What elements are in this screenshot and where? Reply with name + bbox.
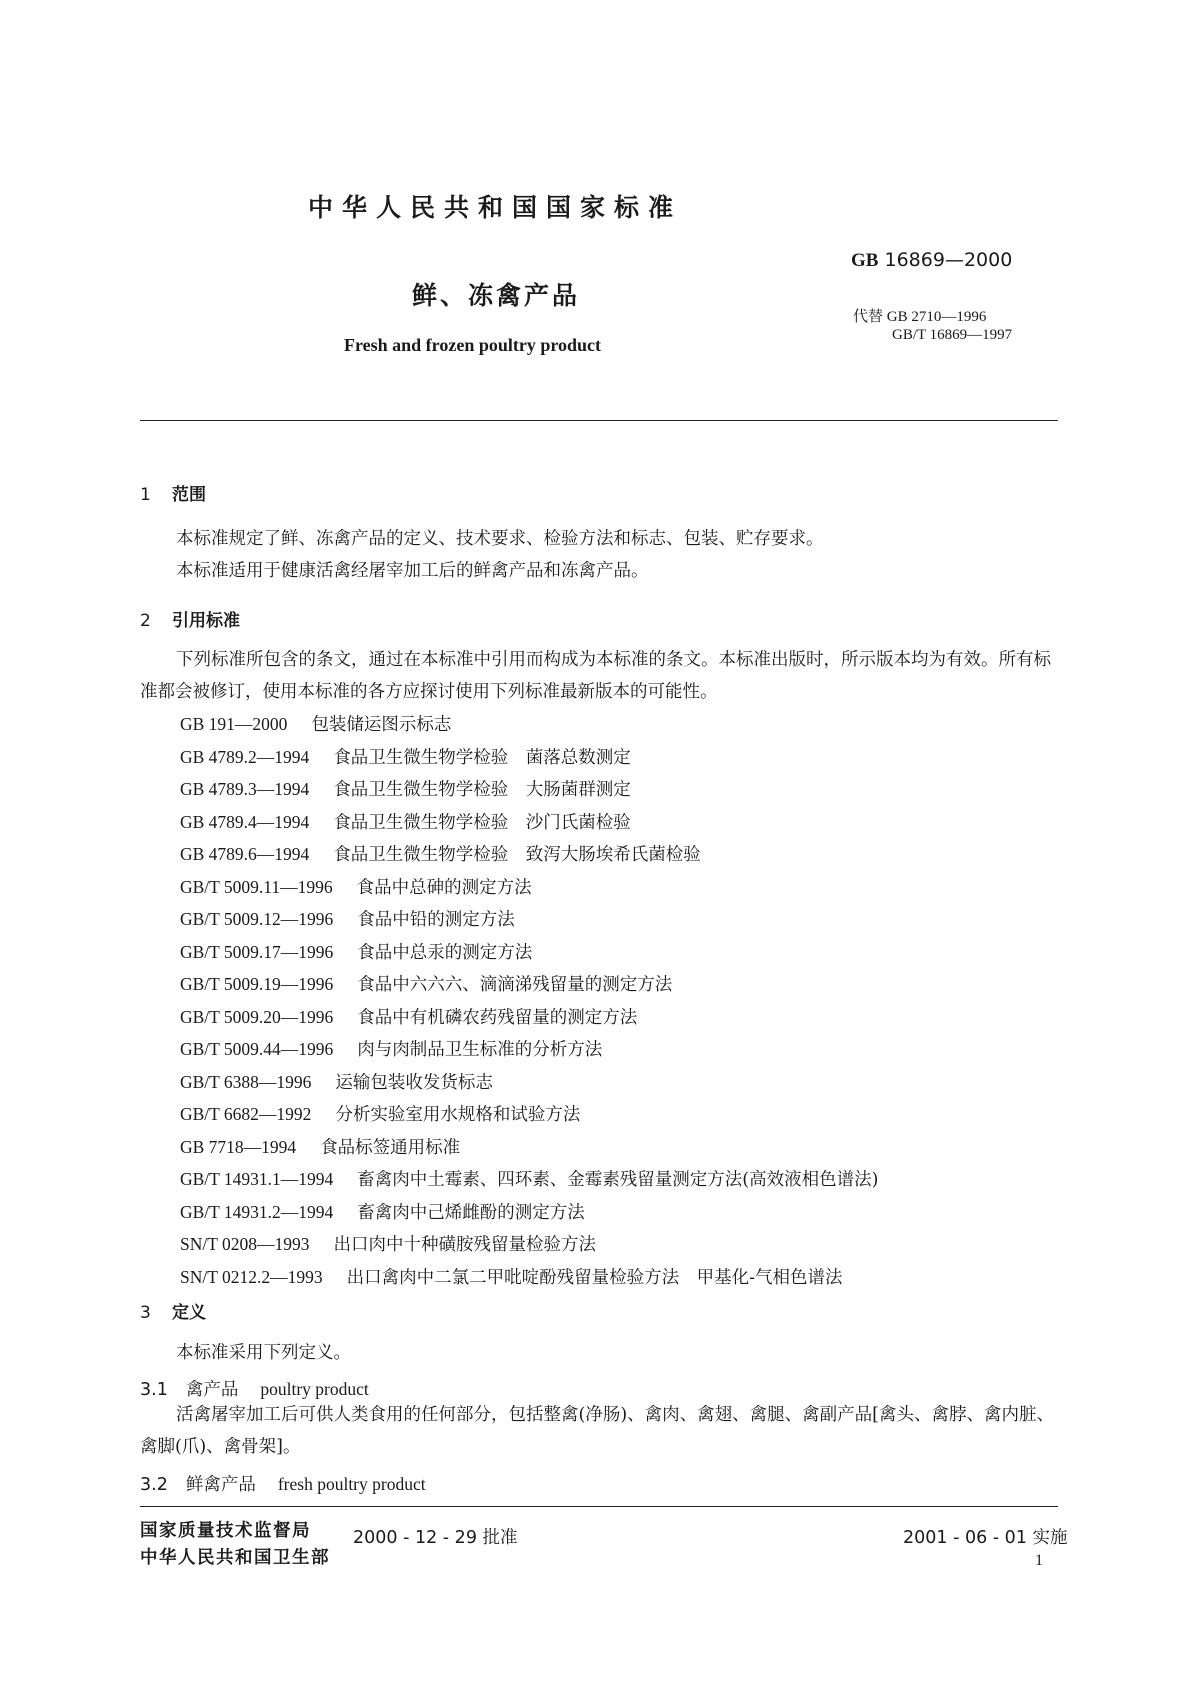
definition-3-2: [140, 1471, 426, 1496]
ref-code: GB 4789.4—1994: [180, 811, 310, 832]
list-item: [180, 1099, 878, 1132]
ref-title: 食品中有机磷农药残留量的测定方法: [357, 1007, 638, 1028]
ref-code: GB/T 5009.20—1996: [180, 1006, 334, 1027]
list-item: [180, 1164, 878, 1197]
section-2-intro: [140, 645, 1058, 708]
list-item: [180, 969, 878, 1002]
section-1-body: [140, 524, 1058, 587]
list-item: [180, 1132, 878, 1165]
definition-number: 3.1: [140, 1380, 168, 1400]
section-2-heading: [140, 606, 240, 631]
definition-3-1: [140, 1376, 369, 1401]
section-3-intro: [140, 1338, 1058, 1370]
list-item: [180, 1229, 878, 1262]
list-item: [180, 1197, 878, 1230]
ref-code: GB/T 14931.2—1994: [180, 1201, 334, 1222]
definition-term: 禽产品: [185, 1380, 239, 1400]
ref-code: SN/T 0212.2—1993: [180, 1266, 323, 1287]
ref-title: 畜禽肉中己烯雌酚的测定方法: [357, 1202, 585, 1223]
footer-divider: [140, 1506, 1058, 1507]
ref-title: 食品中铅的测定方法: [357, 910, 515, 930]
ref-title: 食品中总汞的测定方法: [357, 942, 533, 963]
replaces-block: [853, 308, 1012, 344]
ref-title: 分析实验室用水规格和试验方法: [335, 1105, 581, 1125]
ref-code: GB/T 5009.17—1996: [180, 941, 334, 962]
list-item: [180, 774, 878, 807]
section-title: 引用标准: [172, 611, 240, 631]
ref-title: 出口肉中十种磺胺残留量检验方法: [333, 1235, 596, 1255]
ref-code: GB 4789.6—1994: [180, 844, 310, 864]
document-title: 鲜、冻禽产品: [412, 281, 581, 310]
section-number: 3: [140, 1303, 151, 1323]
issuer-line-2: 中华人民共和国卫生部: [140, 1548, 330, 1568]
section-number: 1: [140, 485, 151, 505]
ref-title: 食品卫生微生物学检验 菌落总数测定: [333, 747, 631, 768]
ref-title: 肉与肉制品卫生标准的分析方法: [357, 1040, 603, 1060]
definition-3-1-text: [140, 1400, 1058, 1463]
page-number: 1: [1035, 1552, 1043, 1569]
paragraph: 本标准适用于健康活禽经屠宰加工后的鲜禽产品和冻禽产品。: [176, 560, 649, 581]
ref-title: 食品卫生微生物学检验 大肠菌群测定: [333, 780, 631, 800]
ref-code: SN/T 0208—1993: [180, 1234, 310, 1254]
national-standard-heading: 中华人民共和国国家标准: [308, 193, 683, 222]
standard-number-value: 16869—2000: [884, 249, 1013, 271]
replaces-line-2: GB/T 16869—1997: [892, 327, 1013, 343]
ref-code: GB 4789.2—1994: [180, 746, 310, 767]
list-item: [180, 1067, 878, 1100]
ref-code: GB/T 14931.1—1994: [180, 1169, 334, 1189]
list-item: [180, 872, 878, 905]
section-title: 定义: [172, 1303, 206, 1323]
ref-code: GB 4789.3—1994: [180, 779, 310, 799]
replaces-line-1: 代替 GB 2710—1996: [853, 309, 987, 325]
definition-number: 3.2: [140, 1475, 168, 1495]
list-item: [180, 709, 878, 742]
document-title-english: Fresh and frozen poultry product: [344, 335, 602, 355]
header-divider: [140, 420, 1058, 421]
implementation-date: 2001 - 06 - 01 实施: [903, 1528, 1068, 1548]
ref-title: 畜禽肉中土霉素、四环素、金霉素残留量测定方法(高效液相色谱法): [357, 1170, 879, 1190]
ref-title: 食品卫生微生物学检验 致泻大肠埃希氏菌检验: [333, 845, 701, 865]
list-item: [180, 1002, 878, 1035]
standard-prefix: GB: [851, 250, 879, 271]
list-item: [180, 1034, 878, 1067]
ref-title: 食品卫生微生物学检验 沙门氏菌检验: [333, 812, 631, 833]
section-1-heading: [140, 480, 206, 505]
paragraph: 本标准采用下列定义。: [176, 1343, 351, 1363]
ref-code: GB/T 5009.19—1996: [180, 974, 334, 994]
list-item: [180, 1262, 878, 1295]
ref-title: 食品标签通用标准: [320, 1137, 461, 1158]
ref-title: 食品中总砷的测定方法: [356, 877, 532, 898]
paragraph: 本标准规定了鲜、冻禽产品的定义、技术要求、检验方法和标志、包装、贮存要求。: [176, 529, 824, 549]
section-title: 范围: [172, 485, 206, 505]
ref-code: GB/T 5009.12—1996: [180, 909, 334, 929]
section-number: 2: [140, 611, 151, 631]
ref-code: GB 7718—1994: [180, 1136, 297, 1157]
definition-term: 鲜禽产品: [185, 1475, 256, 1495]
list-item: [180, 839, 878, 872]
ref-code: GB/T 5009.44—1996: [180, 1039, 334, 1059]
definition-term-english: poultry product: [260, 1379, 369, 1399]
paragraph: 下列标准所包含的条文，通过在本标准中引用而构成为本标准的条文。本标准出版时，所示版本均为有效。所有标准都会被修订，使用本标准的各方应探讨使用下列标准最新版本的可能性。: [140, 650, 1051, 702]
paragraph: 活禽屠宰加工后可供人类食用的任何部分，包括整禽(净肠)、禽肉、禽翅、禽腿、禽副产品[禽头、禽脖、禽内脏、禽脚(爪)、禽骨架]。: [140, 1405, 1054, 1457]
standard-number: [851, 249, 1012, 272]
list-item: [180, 807, 878, 840]
ref-code: GB/T 6388—1996: [180, 1071, 312, 1092]
ref-title: 包装储运图示标志: [311, 715, 452, 735]
ref-code: GB/T 5009.11—1996: [180, 876, 333, 897]
list-item: [180, 742, 878, 775]
ref-title: 食品中六六六、滴滴涕残留量的测定方法: [357, 975, 673, 995]
ref-title: 出口禽肉中二氯二甲吡啶酚残留量检验方法 甲基化-气相色谱法: [346, 1267, 843, 1288]
definition-term-english: fresh poultry product: [277, 1474, 426, 1494]
issuing-authorities: [140, 1518, 330, 1572]
ref-title: 运输包装收发货标志: [335, 1072, 493, 1093]
approval-date: 2000 - 12 - 29 批准: [353, 1528, 518, 1548]
section-3-heading: [140, 1298, 206, 1323]
normative-references-list: [180, 709, 878, 1294]
list-item: [180, 937, 878, 970]
ref-code: GB/T 6682—1992: [180, 1104, 312, 1124]
list-item: [180, 904, 878, 937]
issuer-line-1: 国家质量技术监督局: [140, 1521, 311, 1541]
ref-code: GB 191—2000: [180, 714, 288, 734]
